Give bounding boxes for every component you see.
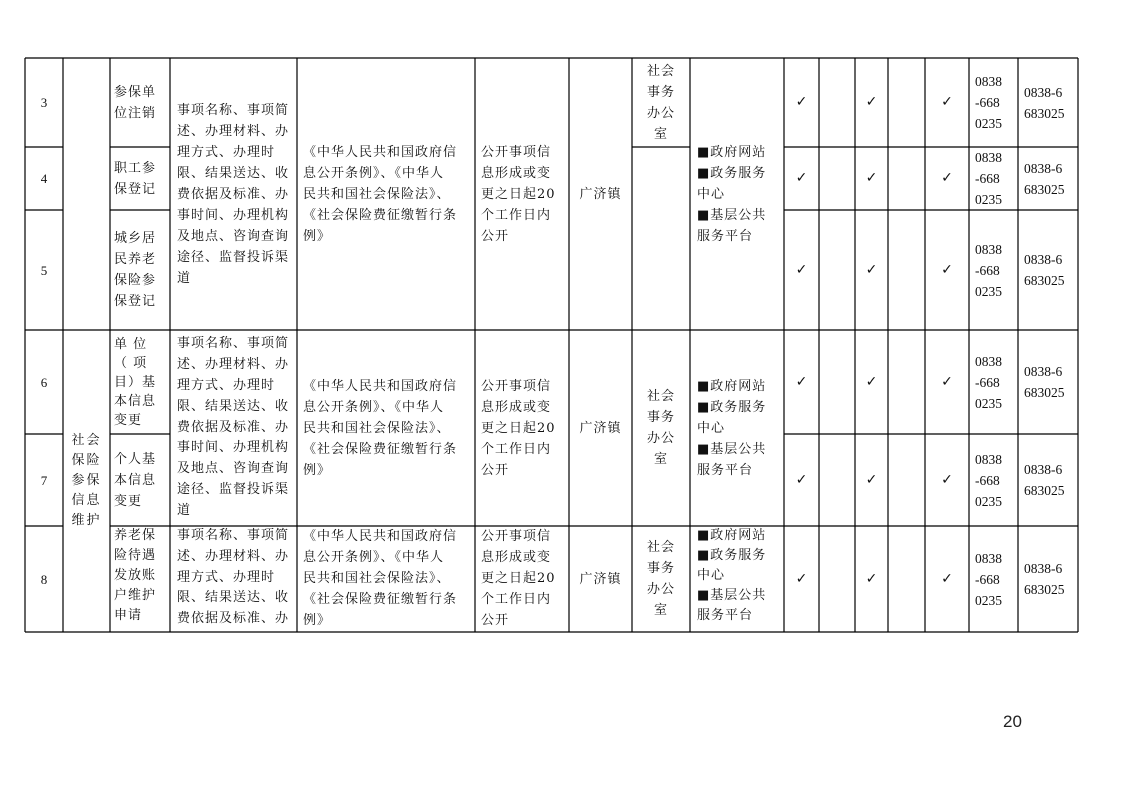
office-cell [632, 526, 690, 632]
check-mark: ✓ [941, 570, 953, 587]
basis-text: 《中华人民共和国政府信 息公开条例》、《中华人 民共和国社会保险法》、 《社会保险费征缴暂行条 例》 [303, 144, 458, 244]
basis-cell [303, 58, 475, 330]
tel-cell [1024, 210, 1078, 330]
item-name-cell [114, 434, 170, 526]
check-mark: ✓ [795, 570, 808, 587]
tel-number: 0838 -668 0235 [975, 353, 1002, 411]
serial-cell: 5 [40, 262, 48, 278]
serial-cell: 6 [40, 374, 48, 390]
tel-number: 0838-6 683025 [1024, 160, 1065, 197]
channel-text: ■政府网站 ■政务服务 中心 ■基层公共 服务平台 [697, 144, 767, 244]
item-name: 养老保 险待遇 发放账 户维护 申请 [114, 528, 157, 623]
tel-cell [1024, 147, 1078, 210]
tel-cell [975, 330, 1018, 434]
timing-cell [481, 58, 569, 330]
check-mark: ✓ [941, 261, 953, 278]
basis-cell [303, 330, 475, 526]
tel-number: 0838-6 683025 [1024, 364, 1065, 400]
check-mark: ✓ [795, 373, 808, 390]
page-number: 20 [1003, 712, 1022, 731]
item-name-cell [114, 330, 170, 434]
town-text: 广济镇 [579, 571, 622, 587]
item-name: 个人基 本信息 变更 [114, 451, 157, 509]
content-cell [177, 526, 297, 632]
town-cell [569, 58, 632, 330]
check-mark: ✓ [865, 94, 878, 110]
tel-number: 0838 -668 0235 [975, 241, 1002, 299]
channel-cell [697, 58, 784, 330]
town-cell [569, 526, 632, 632]
office-text: 社会 事务 办公 室 [646, 540, 675, 618]
check-mark: ✓ [865, 570, 878, 587]
check-mark: ✓ [795, 471, 808, 488]
content-cell [177, 58, 297, 330]
check-mark: ✓ [795, 261, 808, 278]
tel-cell [975, 526, 1018, 632]
category-cell [63, 58, 110, 330]
item-name: 单 位 （ 项 目）基 本信息 变更 [114, 336, 157, 428]
channel-text: ■政府网站 ■政务服务 中心 ■基层公共 服务平台 [697, 528, 767, 623]
timing-text: 公开事项信 息形成或变 更之日起20 个工作日内 公开 [481, 378, 556, 478]
item-name-cell [114, 526, 170, 632]
item-name: 参保单 位注销 [114, 84, 157, 121]
item-name-cell [114, 147, 170, 210]
content-cell [177, 330, 297, 526]
channel-cell [697, 330, 784, 526]
tel-cell [975, 147, 1018, 210]
tel-number: 0838-6 683025 [1024, 84, 1065, 121]
town-text: 广济镇 [579, 420, 622, 436]
tel-number: 0838 -668 0235 [975, 451, 1002, 509]
tel-number: 0838-6 683025 [1024, 462, 1065, 498]
timing-cell [481, 330, 569, 526]
check-mark: ✓ [941, 94, 953, 110]
check-mark: ✓ [865, 471, 878, 488]
tel-cell [1024, 330, 1078, 434]
check-mark: ✓ [941, 170, 953, 186]
tel-cell [1024, 526, 1078, 632]
content-text: 事项名称、事项简 述、办理材料、办 理方式、办理时 限、结果送达、收 费依据及标准、办 事时间、办理机构 及地点、咨询查询 途径、监督投诉渠 道 [177, 102, 290, 286]
channel-cell [697, 526, 784, 632]
timing-cell [481, 526, 569, 632]
office-text: 社会 事务 办公 室 [646, 63, 675, 142]
check-mark: ✓ [795, 170, 808, 186]
tel-number: 0838 -668 0235 [975, 550, 1002, 608]
serial-cell: 7 [40, 472, 48, 488]
tel-number: 0838 -668 0235 [975, 150, 1002, 207]
check-mark: ✓ [865, 261, 878, 278]
tel-cell [975, 210, 1018, 330]
check-mark: ✓ [941, 373, 953, 390]
tel-cell [1024, 434, 1078, 526]
item-name-cell [114, 210, 170, 330]
serial-cell: 3 [40, 95, 48, 110]
content-text: 事项名称、事项简 述、办理材料、办 理方式、办理时 限、结果送达、收 费依据及标准、办 事时间、办理机构 及地点、咨询查询 途径、监督投诉渠 道 [177, 336, 290, 518]
tel-cell [975, 434, 1018, 526]
basis-text: 《中华人民共和国政府信 息公开条例》、《中华人 民共和国社会保险法》、 《社会保险费征缴暂行条 例》 [303, 529, 458, 628]
serial-cell: 8 [40, 571, 48, 587]
timing-text: 公开事项信 息形成或变 更之日起20 个工作日内 公开 [481, 144, 556, 244]
check-mark: ✓ [795, 94, 808, 110]
check-mark: ✓ [865, 373, 878, 390]
item-name-cell [114, 58, 170, 147]
check-mark: ✓ [865, 170, 878, 186]
item-name: 职工参 保登记 [114, 160, 157, 197]
category-text: 社会 保险 参保 信息 维护 [71, 433, 102, 528]
category-cell [63, 330, 110, 632]
tel-number: 0838-6 683025 [1024, 252, 1065, 288]
check-mark: ✓ [941, 471, 953, 488]
serial-cell: 4 [40, 171, 48, 186]
town-text: 广济镇 [579, 186, 622, 202]
channel-text: ■政府网站 ■政务服务 中心 ■基层公共 服务平台 [697, 378, 767, 478]
town-cell [569, 330, 632, 526]
basis-text: 《中华人民共和国政府信 息公开条例》、《中华人 民共和国社会保险法》、 《社会保险费征缴暂行条 例》 [303, 378, 458, 478]
timing-text: 公开事项信 息形成或变 更之日起20 个工作日内 公开 [481, 529, 556, 628]
content-text: 事项名称、事项简 述、办理材料、办 理方式、办理时 限、结果送达、收 费依据及标准、办 [177, 528, 290, 627]
office-cell [632, 330, 690, 526]
office-text: 社会 事务 办公 室 [646, 389, 675, 467]
tel-number: 0838-6 683025 [1024, 561, 1065, 597]
tel-cell [975, 58, 1018, 147]
item-name: 城乡居 民养老 保险参 保登记 [114, 231, 157, 309]
tel-cell [1024, 58, 1078, 147]
basis-cell [303, 526, 475, 632]
office-cell [632, 58, 690, 147]
tel-number: 0838 -668 0235 [975, 74, 1002, 131]
